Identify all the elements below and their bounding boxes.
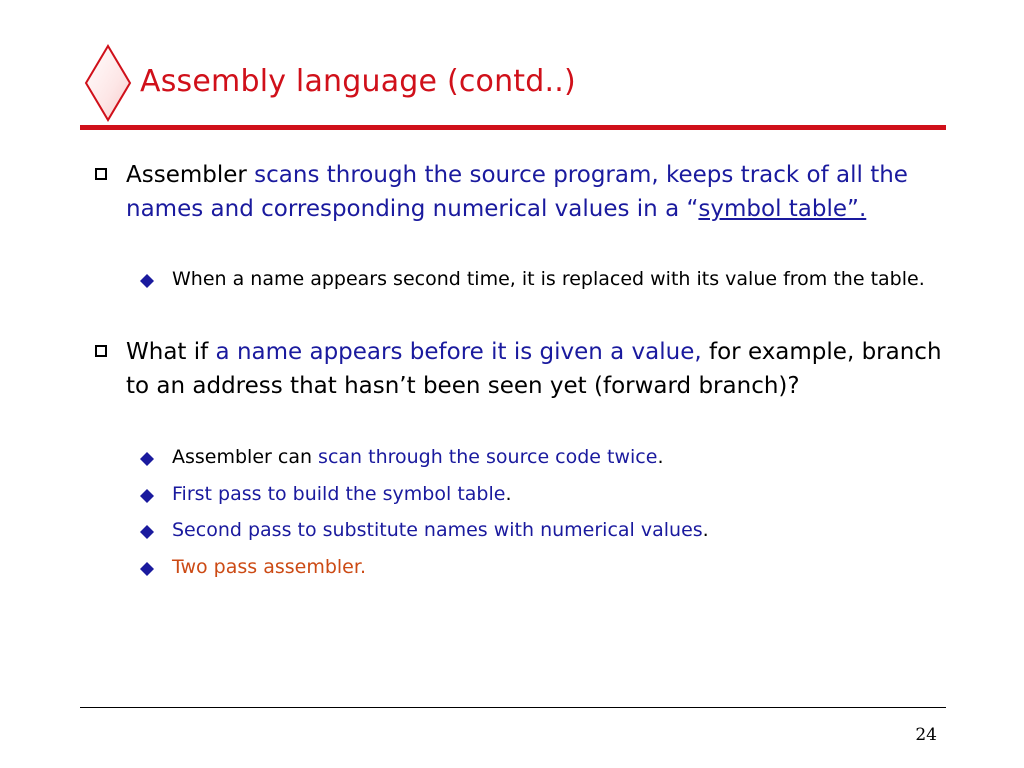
bullet-2-sub-1-part-2: scan through the source code twice [318,446,658,468]
bullet-2-sub-1-part-3: . [657,446,664,468]
bullet-2-part-1: What if [126,339,216,365]
bullet-2-sub-2-text [172,479,932,510]
bullet-2-sub-1-text [172,442,932,473]
blue-diamond-bullet-icon [140,274,154,288]
bullet-2-sub-2-part-1: First pass to build the symbol table [172,483,506,505]
title-divider [80,125,946,130]
hollow-square-bullet-icon [95,168,107,180]
bullet-2-sub-3-part-1: Second pass to substitute names with numerical values [172,519,703,541]
bullet-2-sub-4-text [172,552,932,583]
bullet-1-part-1: Assembler [126,162,255,188]
bullet-1-text [126,158,946,226]
bullet-2-sub-1-part-1: Assembler can [172,446,319,468]
red-diamond-logo-icon [84,44,132,122]
bullet-2-sub-2-part-2: . [505,483,512,505]
blue-diamond-bullet-icon [140,562,154,576]
bullet-1-sub-1-text [172,264,932,295]
slide-title: Assembly language (contd..) [140,64,576,99]
symbol-table-term: symbol table”. [698,196,867,222]
bullet-1-sub-1-part-1: When a name appears second time, it is replaced with its value from the table. [172,268,925,290]
bullet-2-part-3: for example, branch to an address that hasn’t been seen yet (forward branch)? [126,339,942,399]
hollow-square-bullet-icon [95,345,107,357]
blue-diamond-bullet-icon [140,452,154,466]
bullet-1-part-2: scans through the source program, keeps track of all the names and corresponding numerical values in a “ [126,162,908,222]
bullet-2-text [126,335,946,403]
blue-diamond-bullet-icon [140,525,154,539]
blue-diamond-bullet-icon [140,489,154,503]
footer-divider [80,707,946,708]
bullet-2-sub-3-text [172,515,932,546]
two-pass-assembler-text: Two pass assembler. [172,556,366,578]
bullet-2-sub-3-part-2: . [702,519,709,541]
bullet-2-part-2: a name appears before it is given a value, [215,339,702,365]
page-number: 24 [915,725,937,745]
